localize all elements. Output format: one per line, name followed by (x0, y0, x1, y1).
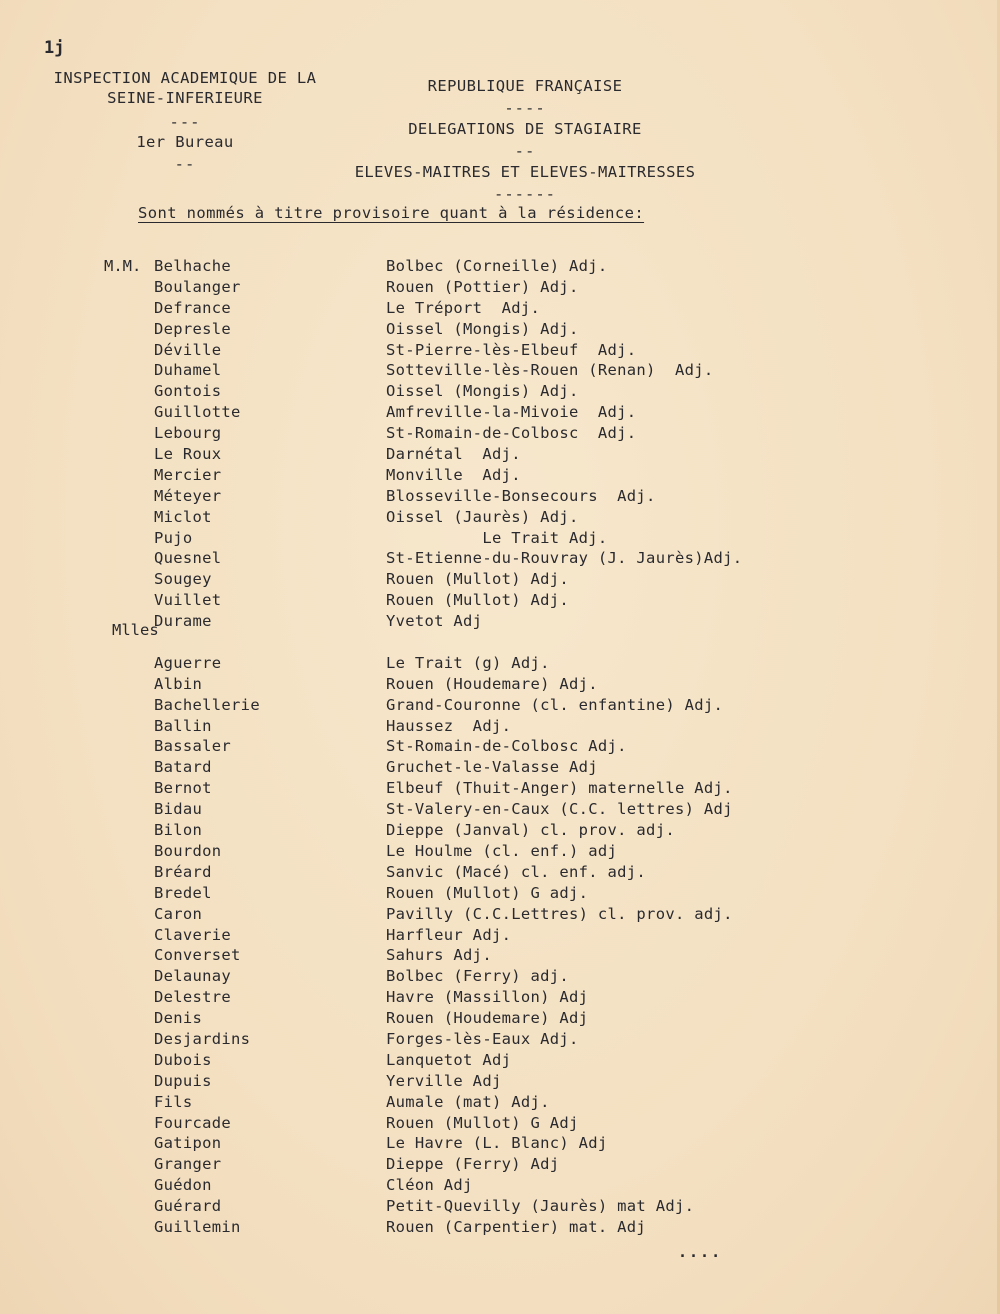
staff-name: Defrance (154, 298, 232, 317)
staff-name: Albin (154, 674, 203, 693)
assigned-residence: Monville Adj. (386, 465, 521, 484)
bureau-line: 1er Bureau (136, 133, 234, 151)
assigned-residence: Aumale (mat) Adj. (386, 1092, 550, 1111)
assigned-residence: Dieppe (Ferry) Adj (386, 1155, 560, 1174)
staff-name: Pujo (154, 528, 193, 547)
staff-name: Fils (154, 1092, 193, 1111)
staff-name: Fourcade (154, 1113, 232, 1132)
staff-name: Granger (154, 1155, 222, 1174)
assigned-residence: Yvetot Adj (386, 612, 483, 631)
continuation-marks: .... (678, 1243, 723, 1261)
assigned-residence: Rouen (Pottier) Adj. (386, 277, 579, 296)
assigned-residence: Sotteville-lès-Rouen (Renan) Adj. (386, 361, 714, 380)
staff-name: Lebourg (154, 424, 222, 443)
assigned-residence: Le Havre (L. Blanc) Adj (386, 1134, 608, 1153)
assigned-residence: Oissel (Mongis) Adj. (386, 382, 579, 401)
assigned-residence: Havre (Massillon) Adj (386, 988, 589, 1007)
header-left (40, 68, 330, 174)
assigned-residence: St-Romain-de-Colbosc Adj. (386, 737, 627, 756)
assigned-residence: Rouen (Houdemare) Adj (386, 1009, 589, 1028)
staff-name: Bachellerie (154, 695, 260, 714)
assigned-residence: Elbeuf (Thuit-Anger) maternelle Adj. (386, 779, 733, 798)
assigned-residence: Yerville Adj (386, 1071, 502, 1090)
assigned-residence: Rouen (Houdemare) Adj. (386, 674, 598, 693)
staff-name: Duhamel (154, 361, 222, 380)
assigned-residence: Rouen (Mullot) G Adj (386, 1113, 579, 1132)
staff-name: Bréard (154, 862, 212, 881)
staff-name: Caron (154, 904, 203, 923)
assigned-residence: Amfreville-la-Mivoie Adj. (386, 403, 637, 422)
staff-name (154, 632, 260, 653)
staff-name: Desjardins (154, 1029, 251, 1048)
assigned-residence: St-Romain-de-Colbosc Adj. (386, 424, 637, 443)
staff-name: Guillemin (154, 1217, 241, 1236)
assigned-residence: Lanquetot Adj (386, 1050, 512, 1069)
assigned-residence: Oissel (Mongis) Adj. (386, 319, 579, 338)
assigned-residence: Oissel (Jaurès) Adj. (386, 507, 579, 526)
staff-name: Ballin (154, 716, 212, 735)
staff-name: Delaunay (154, 967, 232, 986)
staff-name: Boulanger (154, 277, 241, 296)
staff-name: Bourdon (154, 841, 222, 860)
assigned-residence: Rouen (Mullot) Adj. (386, 591, 570, 610)
assigned-residence: Sahurs Adj. (386, 946, 492, 965)
assigned-residence: St-Pierre-lès-Elbeuf Adj. (386, 340, 637, 359)
staff-name: Aguerre (154, 653, 222, 672)
places-column (386, 256, 742, 1238)
assigned-residence: Blosseville-Bonsecours Adj. (386, 486, 656, 505)
staff-name: Bassaler (154, 737, 232, 756)
assigned-residence: Gruchet-le-Valasse Adj (386, 758, 598, 777)
assigned-residence: Haussez Adj. (386, 716, 512, 735)
delegations-line: DELEGATIONS DE STAGIAIRE (408, 120, 642, 138)
staff-name: Guillotte (154, 403, 241, 422)
staff-name: Depresle (154, 319, 232, 338)
staff-name: Delestre (154, 988, 232, 1007)
assigned-residence: Rouen (Mullot) Adj. (386, 570, 570, 589)
assigned-residence: Darnétal Adj. (386, 445, 521, 464)
assigned-residence: Rouen (Carpentier) mat. Adj (386, 1217, 647, 1236)
assigned-residence: Bolbec (Corneille) Adj. (386, 257, 608, 275)
assigned-residence: Sanvic (Macé) cl. enf. adj. (386, 862, 647, 881)
staff-name: Denis (154, 1009, 203, 1028)
header-right-dash-3: ------ (494, 184, 556, 203)
eleves-line: ELEVES-MAITRES ET ELEVES-MAITRESSES (354, 163, 696, 181)
page-id: 1j (44, 38, 65, 58)
staff-name: Gontois (154, 382, 222, 401)
assigned-residence: St-Etienne-du-Rouvray (J. Jaurès)Adj. (386, 549, 743, 568)
staff-name: Batard (154, 758, 212, 777)
staff-name: Dubois (154, 1050, 212, 1069)
header-left-dash-1: --- (169, 113, 201, 131)
assigned-residence: Pavilly (C.C.Lettres) cl. prov. adj. (386, 904, 733, 923)
inspection-line: INSPECTION ACADEMIQUE DE LA (53, 69, 317, 87)
assigned-residence: Harfleur Adj. (386, 925, 512, 944)
staff-name: Guérard (154, 1197, 222, 1216)
staff-name: Converset (154, 946, 241, 965)
header-right (340, 76, 710, 205)
assigned-residence: Le Trait (g) Adj. (386, 653, 550, 672)
header-left-dash-2: -- (174, 155, 196, 173)
header-right-dash-1: ---- (504, 98, 546, 117)
staff-name: Vuillet (154, 591, 222, 610)
staff-name: Bilon (154, 821, 203, 840)
staff-name: Le Roux (154, 445, 222, 464)
assigned-residence: St-Valery-en-Caux (C.C. lettres) Adj (386, 800, 733, 819)
republic-line: REPUBLIQUE FRANÇAISE (427, 77, 623, 95)
header-right-dash-2: -- (514, 141, 536, 160)
assigned-residence (386, 632, 742, 653)
group-label-mlles: Mlles (112, 621, 159, 639)
staff-name: Sougey (154, 570, 212, 589)
staff-name: Belhache (154, 257, 232, 275)
staff-name: Guédon (154, 1176, 212, 1195)
assigned-residence: Le Trait Adj. (386, 528, 608, 547)
assigned-residence: Grand-Couronne (cl. enfantine) Adj. (386, 695, 724, 714)
assigned-residence: Le Houlme (cl. enf.) adj (386, 841, 618, 860)
staff-name: Miclot (154, 507, 212, 526)
staff-name: Dupuis (154, 1071, 212, 1090)
staff-name: Claverie (154, 925, 232, 944)
staff-name: Durame (154, 612, 212, 631)
staff-name: Méteyer (154, 486, 222, 505)
department-line: SEINE-INFERIEURE (107, 89, 263, 107)
assigned-residence: Bolbec (Ferry) adj. (386, 967, 570, 986)
names-column (154, 256, 260, 1238)
staff-name: Bredel (154, 883, 212, 902)
assigned-residence: Rouen (Mullot) G adj. (386, 883, 589, 902)
group-label-mm: M.M. (104, 257, 142, 275)
nominated-heading: Sont nommés à titre provisoire quant à la résidence: (138, 204, 645, 222)
staff-name: Déville (154, 340, 222, 359)
staff-name: Quesnel (154, 549, 222, 568)
staff-name: Gatipon (154, 1134, 222, 1153)
assigned-residence: Forges-lès-Eaux Adj. (386, 1029, 579, 1048)
assigned-residence: Cléon Adj (386, 1176, 473, 1195)
staff-name: Bernot (154, 779, 212, 798)
assigned-residence: Le Tréport Adj. (386, 298, 541, 317)
assigned-residence: Dieppe (Janval) cl. prov. adj. (386, 821, 675, 840)
assigned-residence: Petit-Quevilly (Jaurès) mat Adj. (386, 1197, 695, 1216)
staff-name: Bidau (154, 800, 203, 819)
staff-name: Mercier (154, 465, 222, 484)
